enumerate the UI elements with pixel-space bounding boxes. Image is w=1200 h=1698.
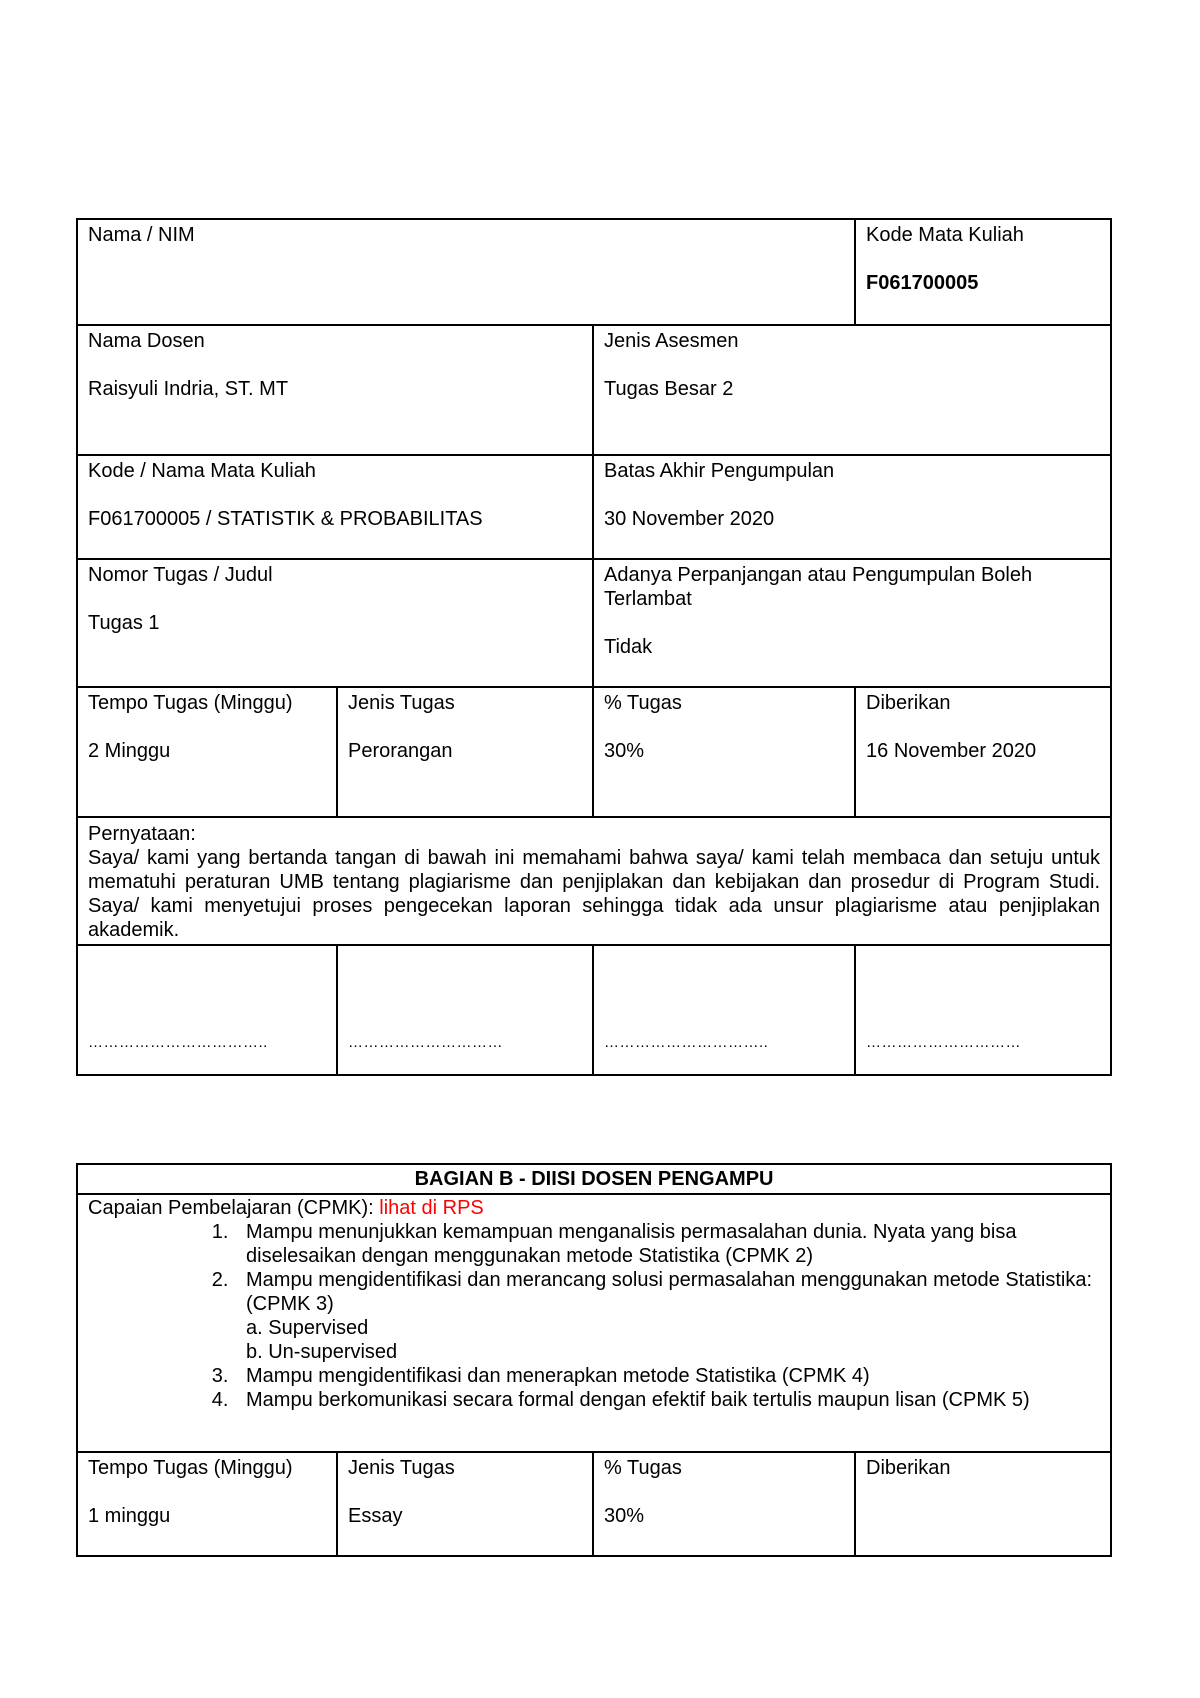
- tempo-b-label: Tempo Tugas (Minggu): [88, 1457, 293, 1479]
- pernyataan-cell: [77, 817, 1111, 945]
- nomor-tugas-value: Tugas 1: [88, 612, 160, 634]
- kode-mk-label: Kode Mata Kuliah: [866, 224, 1024, 246]
- perpanjangan-value: Tidak: [604, 636, 653, 658]
- bagian-b-title: BAGIAN B - DIISI DOSEN PENGAMPU: [77, 1164, 1111, 1194]
- kode-nama-mk-cell: [77, 455, 593, 559]
- kode-mk-cell: [855, 219, 1111, 325]
- nomor-tugas-cell: [77, 559, 593, 687]
- pernyataan-label: Pernyataan:: [88, 823, 196, 845]
- signature-line: …………………………: [866, 1034, 1022, 1051]
- list-item: 4. Mampu berkomunikasi secara formal dengan efektif baik tertulis maupun lisan (CPMK 5): [234, 1388, 1100, 1412]
- jenis-asesmen-label: Jenis Asesmen: [604, 330, 739, 352]
- assignment-info-table: [76, 218, 1112, 1076]
- signature-cell-2[interactable]: [337, 945, 593, 1075]
- pernyataan-text: Saya/ kami yang bertanda tangan di bawah ini memahami bahwa saya/ kami telah membaca dan setuju untuk mematuhi peraturan UMB tentang plagiarisme dan penjiplakan dan kebijakan dan prosedur di Program Studi. Saya/ kami menyetujui proses pengecekan laporan sehingga tidak ada unsur plagiarisme atau penjiplakan akademik.: [88, 847, 1101, 941]
- perpanjangan-cell: [593, 559, 1111, 687]
- diberikan-cell: [855, 687, 1111, 817]
- persen-tugas-b-cell: [593, 1452, 855, 1556]
- batas-akhir-value: 30 November 2020: [604, 508, 775, 530]
- cpmk-rps-link[interactable]: lihat di RPS: [379, 1197, 484, 1219]
- batas-akhir-cell: [593, 455, 1111, 559]
- persen-tugas-b-value: 30%: [604, 1505, 645, 1527]
- jenis-tugas-label: Jenis Tugas: [348, 692, 455, 714]
- tempo-label: Tempo Tugas (Minggu): [88, 692, 293, 714]
- signature-line: …………………………: [348, 1034, 503, 1051]
- nama-nim-label: Nama / NIM: [88, 224, 195, 246]
- perpanjangan-label: Adanya Perpanjangan atau Pengumpulan Boleh Terlambat: [604, 564, 1033, 610]
- jenis-tugas-b-label: Jenis Tugas: [348, 1457, 455, 1479]
- bagian-b-table: [76, 1163, 1112, 1557]
- signature-line: …………………………..: [604, 1034, 769, 1051]
- persen-tugas-b-label: % Tugas: [604, 1457, 682, 1479]
- jenis-tugas-b-cell: [337, 1452, 593, 1556]
- tempo-value: 2 Minggu: [88, 740, 171, 762]
- nama-dosen-value: Raisyuli Indria, ST. MT: [88, 378, 289, 400]
- nomor-tugas-label: Nomor Tugas / Judul: [88, 564, 273, 586]
- jenis-asesmen-cell: [593, 325, 1111, 455]
- tempo-cell: [77, 687, 337, 817]
- nama-dosen-label: Nama Dosen: [88, 330, 205, 352]
- nama-nim-cell[interactable]: [77, 219, 855, 325]
- signature-line: ……………………………..: [88, 1034, 268, 1051]
- jenis-tugas-value: Perorangan: [348, 740, 453, 762]
- sub-item: b. Un-supervised: [246, 1341, 398, 1363]
- list-item: 2. Mampu mengidentifikasi dan merancang solusi permasalahan menggunakan metode Statistika: (CPMK 3) a. Supervised b. Un-supervised: [234, 1268, 1100, 1364]
- jenis-tugas-b-value: Essay: [348, 1505, 403, 1527]
- cpmk-cell: [77, 1194, 1111, 1452]
- diberikan-label: Diberikan: [866, 692, 951, 714]
- kode-nama-mk-value: F061700005 / STATISTIK & PROBABILITAS: [88, 508, 483, 530]
- list-item: 1. Mampu menunjukkan kemampuan menganalisis permasalahan dunia. Nyata yang bisa diselesaikan dengan menggunakan metode Statistika (CPMK 2): [234, 1220, 1100, 1268]
- sub-item: a. Supervised: [246, 1317, 369, 1339]
- diberikan-value: 16 November 2020: [866, 740, 1037, 762]
- cpmk-label: Capaian Pembelajaran (CPMK):: [88, 1197, 374, 1219]
- batas-akhir-label: Batas Akhir Pengumpulan: [604, 460, 835, 482]
- kode-nama-mk-label: Kode / Nama Mata Kuliah: [88, 460, 316, 482]
- nama-dosen-cell: [77, 325, 593, 455]
- jenis-asesmen-value: Tugas Besar 2: [604, 378, 734, 400]
- tempo-b-value: 1 minggu: [88, 1505, 171, 1527]
- cpmk-list: [88, 1220, 1100, 1412]
- persen-tugas-label: % Tugas: [604, 692, 682, 714]
- kode-mk-value: F061700005: [866, 272, 979, 294]
- signature-cell-4[interactable]: [855, 945, 1111, 1075]
- persen-tugas-cell: [593, 687, 855, 817]
- signature-cell-1[interactable]: [77, 945, 337, 1075]
- signature-cell-3[interactable]: [593, 945, 855, 1075]
- cpmk-heading: [88, 1196, 1100, 1220]
- list-item: 3. Mampu mengidentifikasi dan menerapkan metode Statistika (CPMK 4): [234, 1364, 1100, 1388]
- diberikan-b-cell[interactable]: [855, 1452, 1111, 1556]
- diberikan-b-label: Diberikan: [866, 1457, 951, 1479]
- persen-tugas-value: 30%: [604, 740, 645, 762]
- tempo-b-cell: [77, 1452, 337, 1556]
- jenis-tugas-cell: [337, 687, 593, 817]
